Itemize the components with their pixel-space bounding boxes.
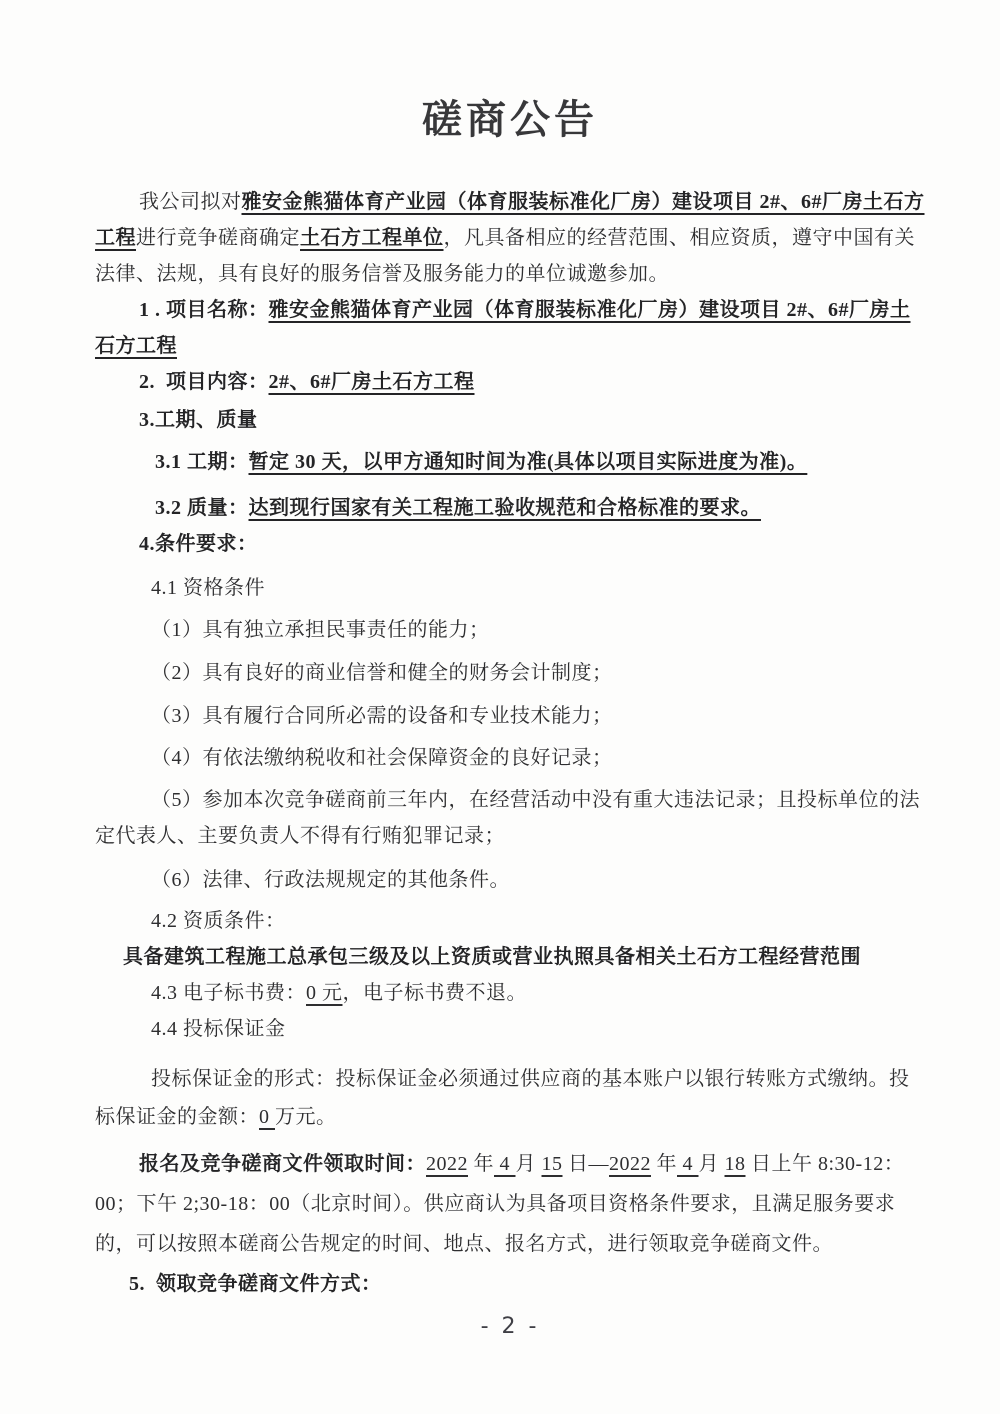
condition-item-1: （1）具有独立承担民事责任的能力；	[151, 619, 490, 641]
signup-sep-5: 月	[698, 1153, 725, 1175]
condition-item-5: （5）参加本次竞争磋商前三年内，在经营活动中没有重大违法记录；且投标单位的法定代表人、主要负责人不得有行贿犯罪记录；	[95, 789, 920, 847]
item-1-value: 雅安金熊猫体育产业园（体育服装标准化厂房）建设项目 2#、6#厂房土石方工程	[95, 299, 911, 357]
condition-item-4: （4）有依法缴纳税收和社会保障资金的良好记录；	[151, 747, 613, 769]
intro-pre: 我公司拟对	[139, 191, 242, 213]
signup-day-2: 18	[724, 1153, 746, 1175]
item-3-2-label: 3.2 质量：	[155, 497, 249, 519]
condition-item-3: （3）具有履行合同所必需的设备和专业技术能力；	[151, 705, 613, 727]
signup-sep-4: 年	[651, 1153, 677, 1175]
intro-paragraph	[95, 184, 925, 292]
item-1-label: 1 . 项目名称：	[139, 299, 269, 321]
signup-label: 报名及竞争磋商文件领取时间：	[139, 1153, 426, 1175]
item-4-label: 4.条件要求：	[139, 533, 258, 555]
item-4-3-fee	[95, 975, 925, 1011]
item-3-2-value: 达到现行国家有关工程施工验收规范和合格标准的要求。	[248, 497, 761, 519]
signup-sep-1: 年	[468, 1153, 494, 1175]
item-3-label: 3.工期、质量	[139, 409, 258, 431]
condition-item-6: （6）法律、行政法规规定的其他条件。	[151, 869, 510, 891]
item-4-3-note: ，电子标书费不退。	[342, 982, 527, 1004]
item-4-1-label: 4.1 资格条件	[151, 577, 265, 599]
signup-year-1: 2022	[426, 1153, 468, 1175]
page-number: - 2 -	[480, 1314, 540, 1339]
deposit-amount: 0	[259, 1106, 275, 1128]
signup-month-2: 4	[677, 1153, 699, 1175]
item-4-heading	[95, 526, 925, 562]
deposit-pre: 投标保证金的形式：投标保证金必须通过供应商的基本账户以银行转账方式缴纳。投标保证金的金额：	[95, 1068, 910, 1128]
item-4-4-heading	[95, 1011, 925, 1047]
signup-year-2: 2022	[609, 1153, 651, 1175]
intro-mid: 进行竞争磋商确定	[136, 227, 300, 249]
item-1-project-name	[95, 292, 925, 364]
signup-month-1: 4	[494, 1153, 516, 1175]
item-4-3-label: 4.3 电子标书费：	[151, 982, 306, 1004]
item-4-2-heading	[95, 903, 925, 939]
item-3-2-quality	[95, 490, 925, 526]
item-4-2-label: 4.2 资质条件：	[151, 910, 286, 932]
intro-unit: 土石方工程单位	[300, 227, 444, 249]
page-title: 磋商公告	[422, 97, 598, 142]
item-5-label: 5. 领取竞争磋商文件方式：	[129, 1273, 382, 1295]
item-3-1-duration	[95, 444, 925, 480]
item-2-label: 2. 项目内容：	[139, 371, 269, 393]
deposit-post: 万元。	[275, 1106, 337, 1128]
condition-item-2: （2）具有良好的商业信誉和健全的财务会计制度；	[151, 662, 613, 684]
qualification-requirement	[95, 939, 925, 975]
intro-post: ，凡具备相应的经营范围、相应资质，遵守中国有关法律、法规，具有良好的服务信誉及服务能力的单位诚邀参加。	[95, 227, 915, 285]
qualification-text: 具备建筑工程施工总承包三级及以上资质或营业执照具备相关土石方工程经营范围	[123, 946, 861, 968]
signup-sep-3: 日—	[562, 1153, 609, 1175]
item-2-value: 2#、6#厂房土石方工程	[268, 371, 475, 393]
signup-paragraph	[95, 1144, 925, 1264]
signup-day-1: 15	[541, 1153, 563, 1175]
item-2-project-content	[95, 364, 925, 400]
item-3-1-label: 3.1 工期：	[155, 451, 249, 473]
item-3-1-value: 暂定 30 天，以甲方通知时间为准(具体以项目实际进度为准)。	[248, 451, 808, 473]
item-3-heading	[95, 402, 925, 438]
item-4-3-fee-value: 0 元	[306, 982, 343, 1004]
item-4-1-heading	[95, 570, 925, 606]
deposit-paragraph	[95, 1060, 925, 1136]
signup-sep-2: 月	[515, 1153, 542, 1175]
intro-project-name: 雅安金熊猫体育产业园（体育服装标准化厂房）建设项目 2#、6#厂房土石方工程	[95, 191, 925, 249]
item-5-heading	[95, 1266, 925, 1302]
signup-rest: 日上午 8:30-12：00；下午 2;30-18：00（北京时间）。供应商认为具备项目资格条件要求，且满足服务要求的，可以按照本磋商公告规定的时间、地点、报名方式，进行领取竞争磋商文件。	[95, 1153, 905, 1255]
item-4-4-label: 4.4 投标保证金	[151, 1018, 286, 1040]
